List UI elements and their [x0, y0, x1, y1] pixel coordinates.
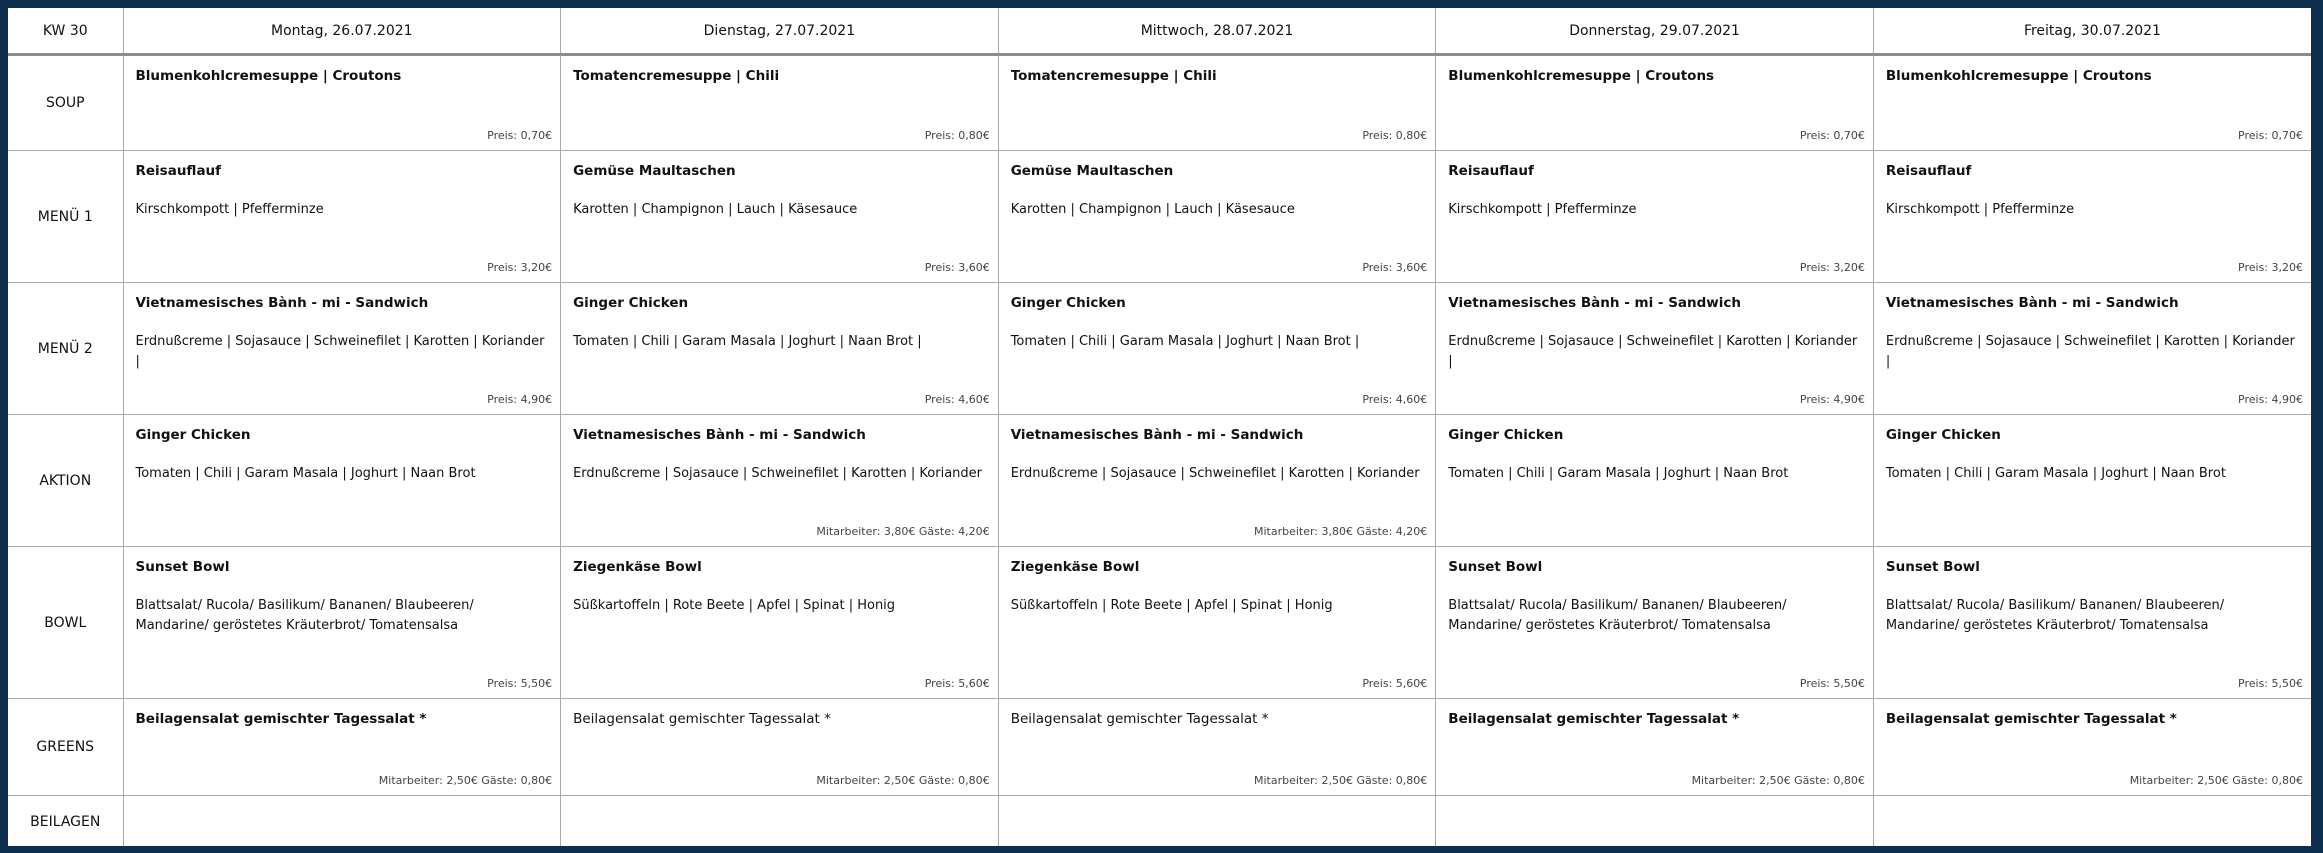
- menu-cell: [561, 547, 999, 699]
- menu-cell: [1436, 283, 1874, 415]
- dish-description: Erdnußcreme | Sojasauce | Schweinefilet | Karotten | Koriander |: [1885, 334, 2295, 369]
- day-header: Donnerstag, 29.07.2021: [1436, 8, 1874, 55]
- menu-cell-content: [124, 796, 561, 846]
- dish-price: Preis: 4,90€: [2238, 393, 2303, 406]
- menu-cell-content: [561, 547, 998, 698]
- dish-price: Preis: 3,20€: [487, 261, 553, 274]
- dish-name: Ziegenkäse Bowl: [573, 559, 702, 575]
- dish-name: Sunset Bowl: [135, 559, 230, 575]
- dish-price: Mitarbeiter: 2,50€ Gäste: 0,80€: [1253, 774, 1428, 787]
- menu-cell: [1436, 151, 1874, 283]
- dish-description: Blattsalat/ Rucola/ Basilikum/ Bananen/ Blaubeeren/ Mandarine/ geröstetes Kräuterbrot/ Tomatensalsa: [1885, 598, 2225, 633]
- menu-cell: [561, 796, 999, 847]
- dish-price: Mitarbeiter: 3,80€ Gäste: 4,20€: [1253, 525, 1428, 538]
- dish-price: Preis: 5,60€: [924, 677, 990, 690]
- menu-cell: [1873, 55, 2311, 151]
- dish-price: Preis: 3,60€: [924, 261, 990, 274]
- dish-name: Blumenkohlcremesuppe | Croutons: [1885, 68, 2152, 84]
- menu-cell-content: [124, 415, 561, 546]
- dish-name: Reisauflauf: [135, 163, 222, 179]
- day-header: Dienstag, 27.07.2021: [561, 8, 999, 55]
- menu-cell-content: [1436, 796, 1873, 846]
- category-label: SOUP: [8, 55, 123, 151]
- dish-name: Sunset Bowl: [1448, 559, 1543, 575]
- menu-cell: [1436, 699, 1874, 796]
- dish-price: Preis: 0,70€: [487, 129, 553, 142]
- menu-cell: [123, 55, 561, 151]
- menu-cell: [123, 796, 561, 847]
- menu-cell-content: [124, 699, 561, 795]
- menu-cell-content: [999, 699, 1436, 795]
- dish-name: Ginger Chicken: [573, 295, 689, 311]
- dish-description: Blattsalat/ Rucola/ Basilikum/ Bananen/ Blaubeeren/ Mandarine/ geröstetes Kräuterbrot/ Tomatensalsa: [1448, 598, 1787, 633]
- menu-cell: [1436, 415, 1874, 547]
- menu-row: [8, 55, 2311, 151]
- dish-description: Kirschkompott | Pfefferminze: [1885, 202, 2075, 217]
- menu-row: [8, 415, 2311, 547]
- menu-row: [8, 283, 2311, 415]
- dish-name: Beilagensalat gemischter Tagessalat *: [1885, 711, 2177, 727]
- menu-cell: [561, 415, 999, 547]
- dish-name: Vietnamesisches Bành - mi - Sandwich: [1010, 427, 1304, 443]
- dish-name: Tomatencremesuppe | Chili: [573, 68, 780, 84]
- menu-cell-content: [1436, 699, 1873, 795]
- menu-cell: [123, 415, 561, 547]
- dish-price: Preis: 0,80€: [924, 129, 990, 142]
- menu-cell-content: [124, 56, 561, 150]
- dish-price: Preis: 5,50€: [2238, 677, 2303, 690]
- menu-cell-content: [1436, 56, 1873, 150]
- dish-name: Ginger Chicken: [135, 427, 251, 443]
- dish-price: Preis: 0,80€: [1362, 129, 1428, 142]
- menu-cell: [123, 547, 561, 699]
- menu-cell: [123, 151, 561, 283]
- menu-cell: [998, 699, 1436, 796]
- menu-cell-content: [561, 283, 998, 414]
- dish-name: Beilagensalat gemischter Tagessalat *: [1448, 711, 1740, 727]
- menu-cell-content: [999, 796, 1436, 846]
- dish-description: Kirschkompott | Pfefferminze: [1448, 202, 1637, 217]
- dish-name: Blumenkohlcremesuppe | Croutons: [135, 68, 402, 84]
- dish-description: Blattsalat/ Rucola/ Basilikum/ Bananen/ Blaubeeren/ Mandarine/ geröstetes Kräuterbrot/ Tomatensalsa: [135, 598, 474, 633]
- weekly-menu-table: [8, 8, 2311, 846]
- menu-cell: [561, 55, 999, 151]
- menu-cell-content: [561, 415, 998, 546]
- dish-name: Vietnamesisches Bành - mi - Sandwich: [573, 427, 866, 443]
- menu-cell: [1873, 151, 2311, 283]
- dish-name: Vietnamesisches Bành - mi - Sandwich: [1885, 295, 2179, 311]
- dish-price: Preis: 4,60€: [924, 393, 990, 406]
- dish-name: Vietnamesisches Bành - mi - Sandwich: [1448, 295, 1742, 311]
- menu-cell-content: [1436, 283, 1873, 414]
- menu-cell-content: [1436, 151, 1873, 282]
- dish-price: Mitarbeiter: 2,50€ Gäste: 0,80€: [2129, 774, 2303, 787]
- menu-cell-content: [561, 796, 998, 846]
- dish-price: Preis: 5,50€: [1799, 677, 1865, 690]
- dish-price: Mitarbeiter: 2,50€ Gäste: 0,80€: [1691, 774, 1865, 787]
- category-label: GREENS: [8, 699, 123, 796]
- day-header: Mittwoch, 28.07.2021: [998, 8, 1436, 55]
- menu-cell-content: [124, 283, 561, 414]
- dish-description: Tomaten | Chili | Garam Masala | Joghurt | Naan Brot: [135, 466, 476, 481]
- menu-cell: [561, 699, 999, 796]
- menu-cell-content: [1436, 415, 1873, 546]
- menu-cell-content: [1874, 283, 2311, 414]
- menu-cell-content: [999, 283, 1436, 414]
- menu-cell-content: [999, 415, 1436, 546]
- menu-cell-content: [1874, 151, 2311, 282]
- dish-name: Gemüse Maultaschen: [1010, 163, 1174, 179]
- menu-cell-content: [124, 547, 561, 698]
- dish-description: Kirschkompott | Pfefferminze: [135, 202, 324, 217]
- menu-row: [8, 151, 2311, 283]
- menu-cell: [123, 699, 561, 796]
- dish-description: Karotten | Champignon | Lauch | Käsesauce: [573, 202, 858, 217]
- menu-cell: [1873, 283, 2311, 415]
- dish-name: Sunset Bowl: [1885, 559, 1980, 575]
- menu-cell: [1436, 796, 1874, 847]
- dish-name: Tomatencremesuppe | Chili: [1010, 68, 1217, 84]
- menu-cell-content: [999, 547, 1436, 698]
- dish-description: Karotten | Champignon | Lauch | Käsesauce: [1010, 202, 1295, 217]
- menu-cell: [561, 283, 999, 415]
- menu-cell: [998, 283, 1436, 415]
- dish-price: Preis: 0,70€: [1799, 129, 1865, 142]
- day-header: Montag, 26.07.2021: [123, 8, 561, 55]
- menu-cell-content: [561, 56, 998, 150]
- dish-price: Mitarbeiter: 2,50€ Gäste: 0,80€: [378, 774, 553, 787]
- menu-cell: [561, 151, 999, 283]
- dish-name: Gemüse Maultaschen: [573, 163, 736, 179]
- category-label: MENÜ 1: [8, 151, 123, 283]
- menu-cell: [998, 55, 1436, 151]
- menu-cell: [1436, 547, 1874, 699]
- category-label: AKTION: [8, 415, 123, 547]
- menu-cell: [998, 796, 1436, 847]
- menu-row: [8, 699, 2311, 796]
- dish-description: Süßkartoffeln | Rote Beete | Apfel | Spinat | Honig: [573, 598, 896, 613]
- menu-cell-content: [124, 151, 561, 282]
- menu-cell: [998, 547, 1436, 699]
- menu-cell-content: [1874, 415, 2311, 546]
- dish-description: Tomaten | Chili | Garam Masala | Joghurt | Naan Brot |: [573, 334, 922, 349]
- dish-description: Tomaten | Chili | Garam Masala | Joghurt | Naan Brot: [1885, 466, 2226, 481]
- dish-name: Reisauflauf: [1885, 163, 1972, 179]
- dish-name: Beilagensalat gemischter Tagessalat *: [573, 711, 831, 727]
- menu-cell: [1873, 415, 2311, 547]
- category-label: BEILAGEN: [8, 796, 123, 847]
- category-label: BOWL: [8, 547, 123, 699]
- dish-price: Preis: 3,20€: [1799, 261, 1865, 274]
- dish-price: Preis: 3,20€: [2238, 261, 2303, 274]
- dish-price: Preis: 4,60€: [1362, 393, 1428, 406]
- menu-cell-content: [561, 151, 998, 282]
- menu-cell: [1873, 796, 2311, 847]
- menu-cell: [123, 283, 561, 415]
- dish-description: Erdnußcreme | Sojasauce | Schweinefilet | Karotten | Koriander: [1010, 466, 1420, 481]
- dish-price: Mitarbeiter: 3,80€ Gäste: 4,20€: [816, 525, 990, 538]
- dish-price: Preis: 5,50€: [487, 677, 553, 690]
- menu-cell: [998, 415, 1436, 547]
- dish-name: Ginger Chicken: [1010, 295, 1126, 311]
- dish-price: Preis: 0,70€: [2238, 129, 2303, 142]
- dish-description: Erdnußcreme | Sojasauce | Schweinefilet | Karotten | Koriander |: [1448, 334, 1858, 369]
- dish-name: Beilagensalat gemischter Tagessalat *: [1010, 711, 1269, 727]
- dish-description: Erdnußcreme | Sojasauce | Schweinefilet | Karotten | Koriander: [573, 466, 983, 481]
- menu-cell-content: [1436, 547, 1873, 698]
- menu-cell-content: [1874, 56, 2311, 150]
- dish-name: Vietnamesisches Bành - mi - Sandwich: [135, 295, 429, 311]
- menu-cell-content: [1874, 699, 2311, 795]
- menu-cell-content: [561, 699, 998, 795]
- menu-row: [8, 796, 2311, 847]
- dish-description: Tomaten | Chili | Garam Masala | Joghurt | Naan Brot |: [1010, 334, 1360, 349]
- week-label: KW 30: [8, 8, 123, 55]
- category-label: MENÜ 2: [8, 283, 123, 415]
- dish-price: Preis: 4,90€: [487, 393, 553, 406]
- menu-row: [8, 547, 2311, 699]
- dish-description: Tomaten | Chili | Garam Masala | Joghurt | Naan Brot: [1448, 466, 1789, 481]
- dish-price: Mitarbeiter: 2,50€ Gäste: 0,80€: [816, 774, 990, 787]
- menu-cell-content: [999, 151, 1436, 282]
- menu-cell: [998, 151, 1436, 283]
- dish-price: Preis: 3,60€: [1362, 261, 1428, 274]
- menu-cell-content: [1874, 547, 2311, 698]
- dish-price: Preis: 4,90€: [1799, 393, 1865, 406]
- header-row: [8, 8, 2311, 55]
- dish-description: Erdnußcreme | Sojasauce | Schweinefilet | Karotten | Koriander |: [135, 334, 545, 369]
- menu-cell: [1873, 547, 2311, 699]
- dish-name: Ginger Chicken: [1448, 427, 1564, 443]
- dish-name: Ginger Chicken: [1885, 427, 2001, 443]
- menu-cell-content: [999, 56, 1436, 150]
- menu-cell: [1873, 699, 2311, 796]
- menu-board: [8, 8, 2311, 846]
- dish-name: Ziegenkäse Bowl: [1010, 559, 1140, 575]
- dish-description: Süßkartoffeln | Rote Beete | Apfel | Spinat | Honig: [1010, 598, 1333, 613]
- menu-cell-content: [1874, 796, 2311, 846]
- dish-name: Beilagensalat gemischter Tagessalat *: [135, 711, 427, 727]
- day-header: Freitag, 30.07.2021: [1873, 8, 2311, 55]
- dish-name: Blumenkohlcremesuppe | Croutons: [1448, 68, 1715, 84]
- menu-cell: [1436, 55, 1874, 151]
- dish-name: Reisauflauf: [1448, 163, 1534, 179]
- dish-price: Preis: 5,60€: [1362, 677, 1428, 690]
